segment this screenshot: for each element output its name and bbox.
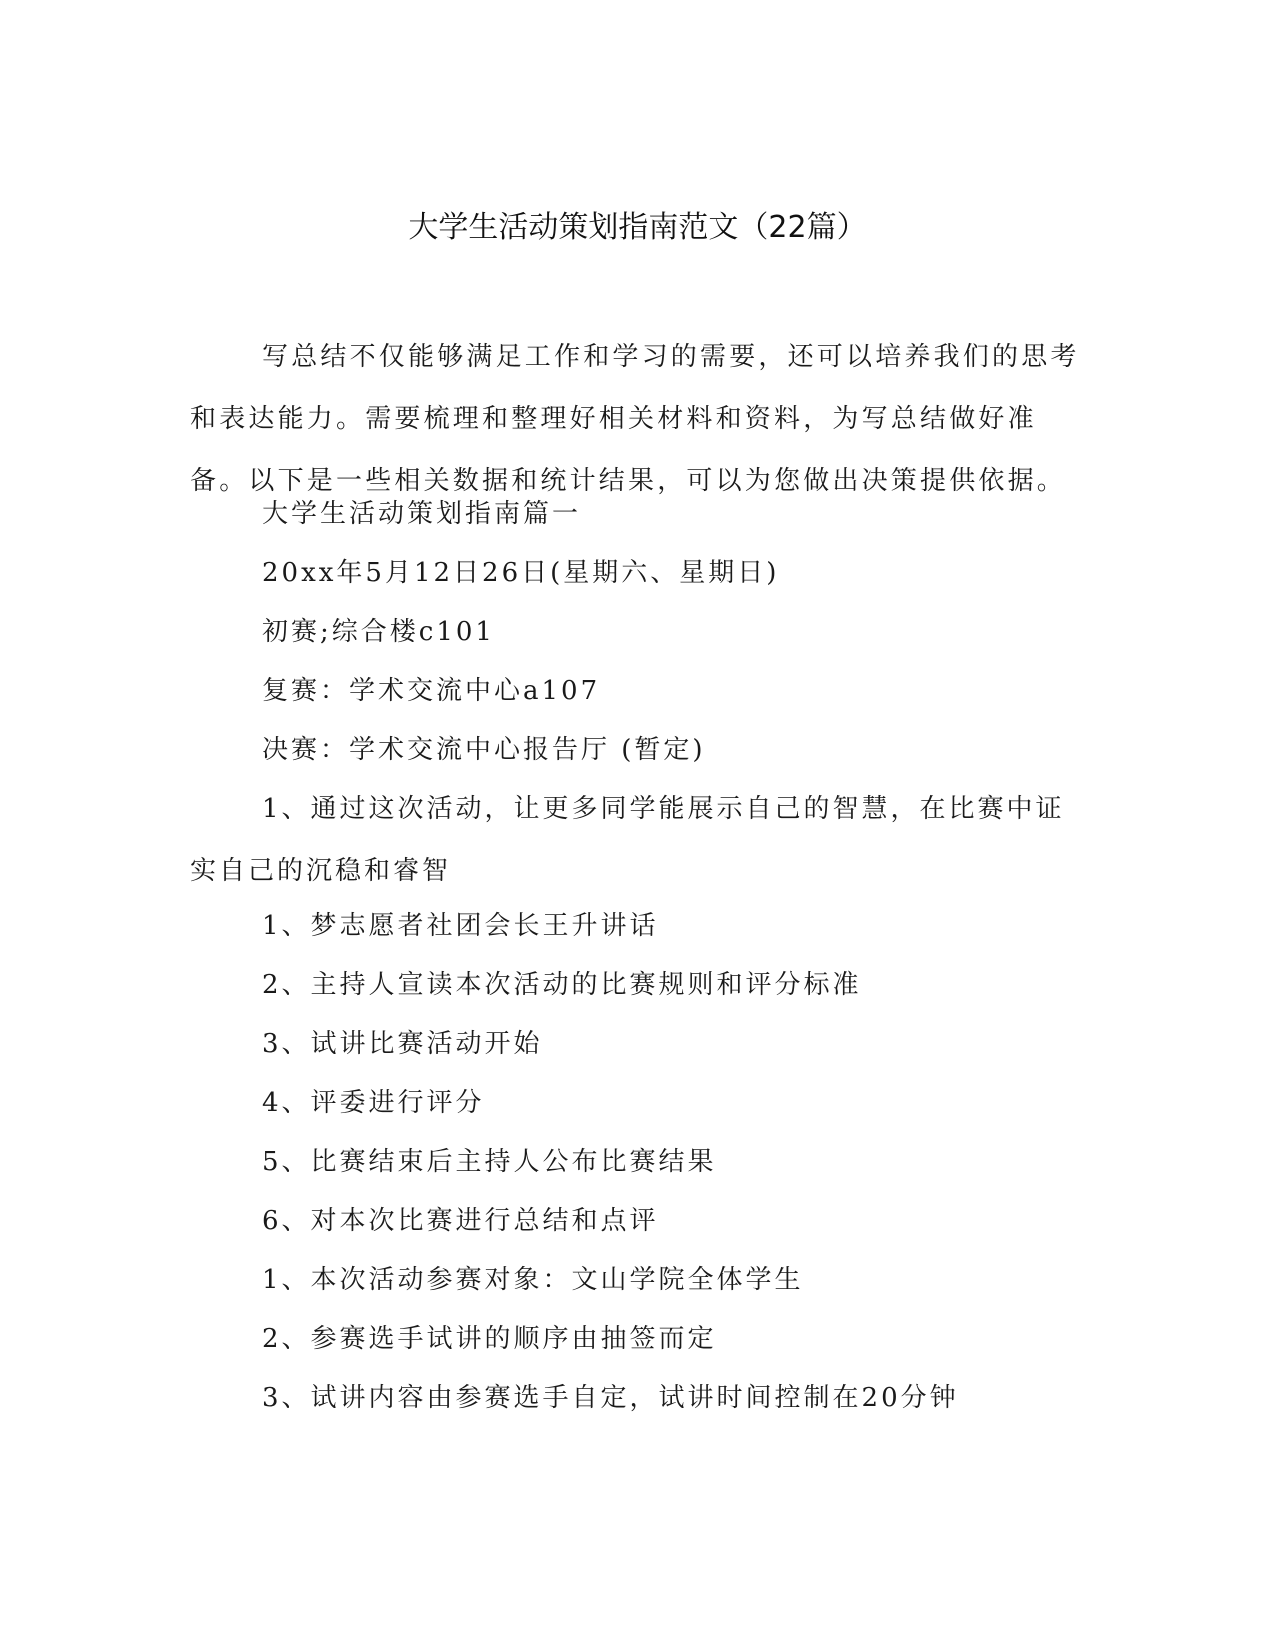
section-heading: 大学生活动策划指南篇一 xyxy=(262,499,582,529)
list-item: 6、对本次比赛进行总结和点评 xyxy=(262,1206,659,1236)
document-title: 大学生活动策划指南范文（22篇） xyxy=(408,210,867,245)
list-item: 2、主持人宣读本次活动的比赛规则和评分标准 xyxy=(262,970,862,1000)
purpose-paragraph: 1、通过这次活动，让更多同学能展示自己的智慧，在比赛中证实自己的沉稳和睿智 xyxy=(190,794,1065,886)
list-item: 4、评委进行评分 xyxy=(262,1088,485,1118)
list-item: 3、试讲内容由参赛选手自定，试讲时间控制在20分钟 xyxy=(262,1383,959,1413)
preliminary-venue: 初赛;综合楼c101 xyxy=(262,617,495,647)
list-item: 1、本次活动参赛对象：文山学院全体学生 xyxy=(262,1265,804,1295)
list-item: 2、参赛选手试讲的顺序由抽签而定 xyxy=(262,1324,717,1354)
date-line: 20xx年5月12日26日(星期六、星期日) xyxy=(262,558,780,588)
intro-paragraph: 写总结不仅能够满足工作和学习的需要，还可以培养我们的思考和表达能力。需要梳理和整理好相关材料和资料，为写总结做好准备。以下是一些相关数据和统计结果，可以为您做出决策提供依据。 xyxy=(190,342,1080,496)
list-item: 3、试讲比赛活动开始 xyxy=(262,1029,543,1059)
list-item: 1、梦志愿者社团会长王升讲话 xyxy=(262,911,659,941)
semifinal-venue: 复赛：学术交流中心a107 xyxy=(262,676,601,706)
final-venue: 决赛：学术交流中心报告厅 (暂定) xyxy=(262,735,706,765)
list-item: 5、比赛结束后主持人公布比赛结果 xyxy=(262,1147,717,1177)
